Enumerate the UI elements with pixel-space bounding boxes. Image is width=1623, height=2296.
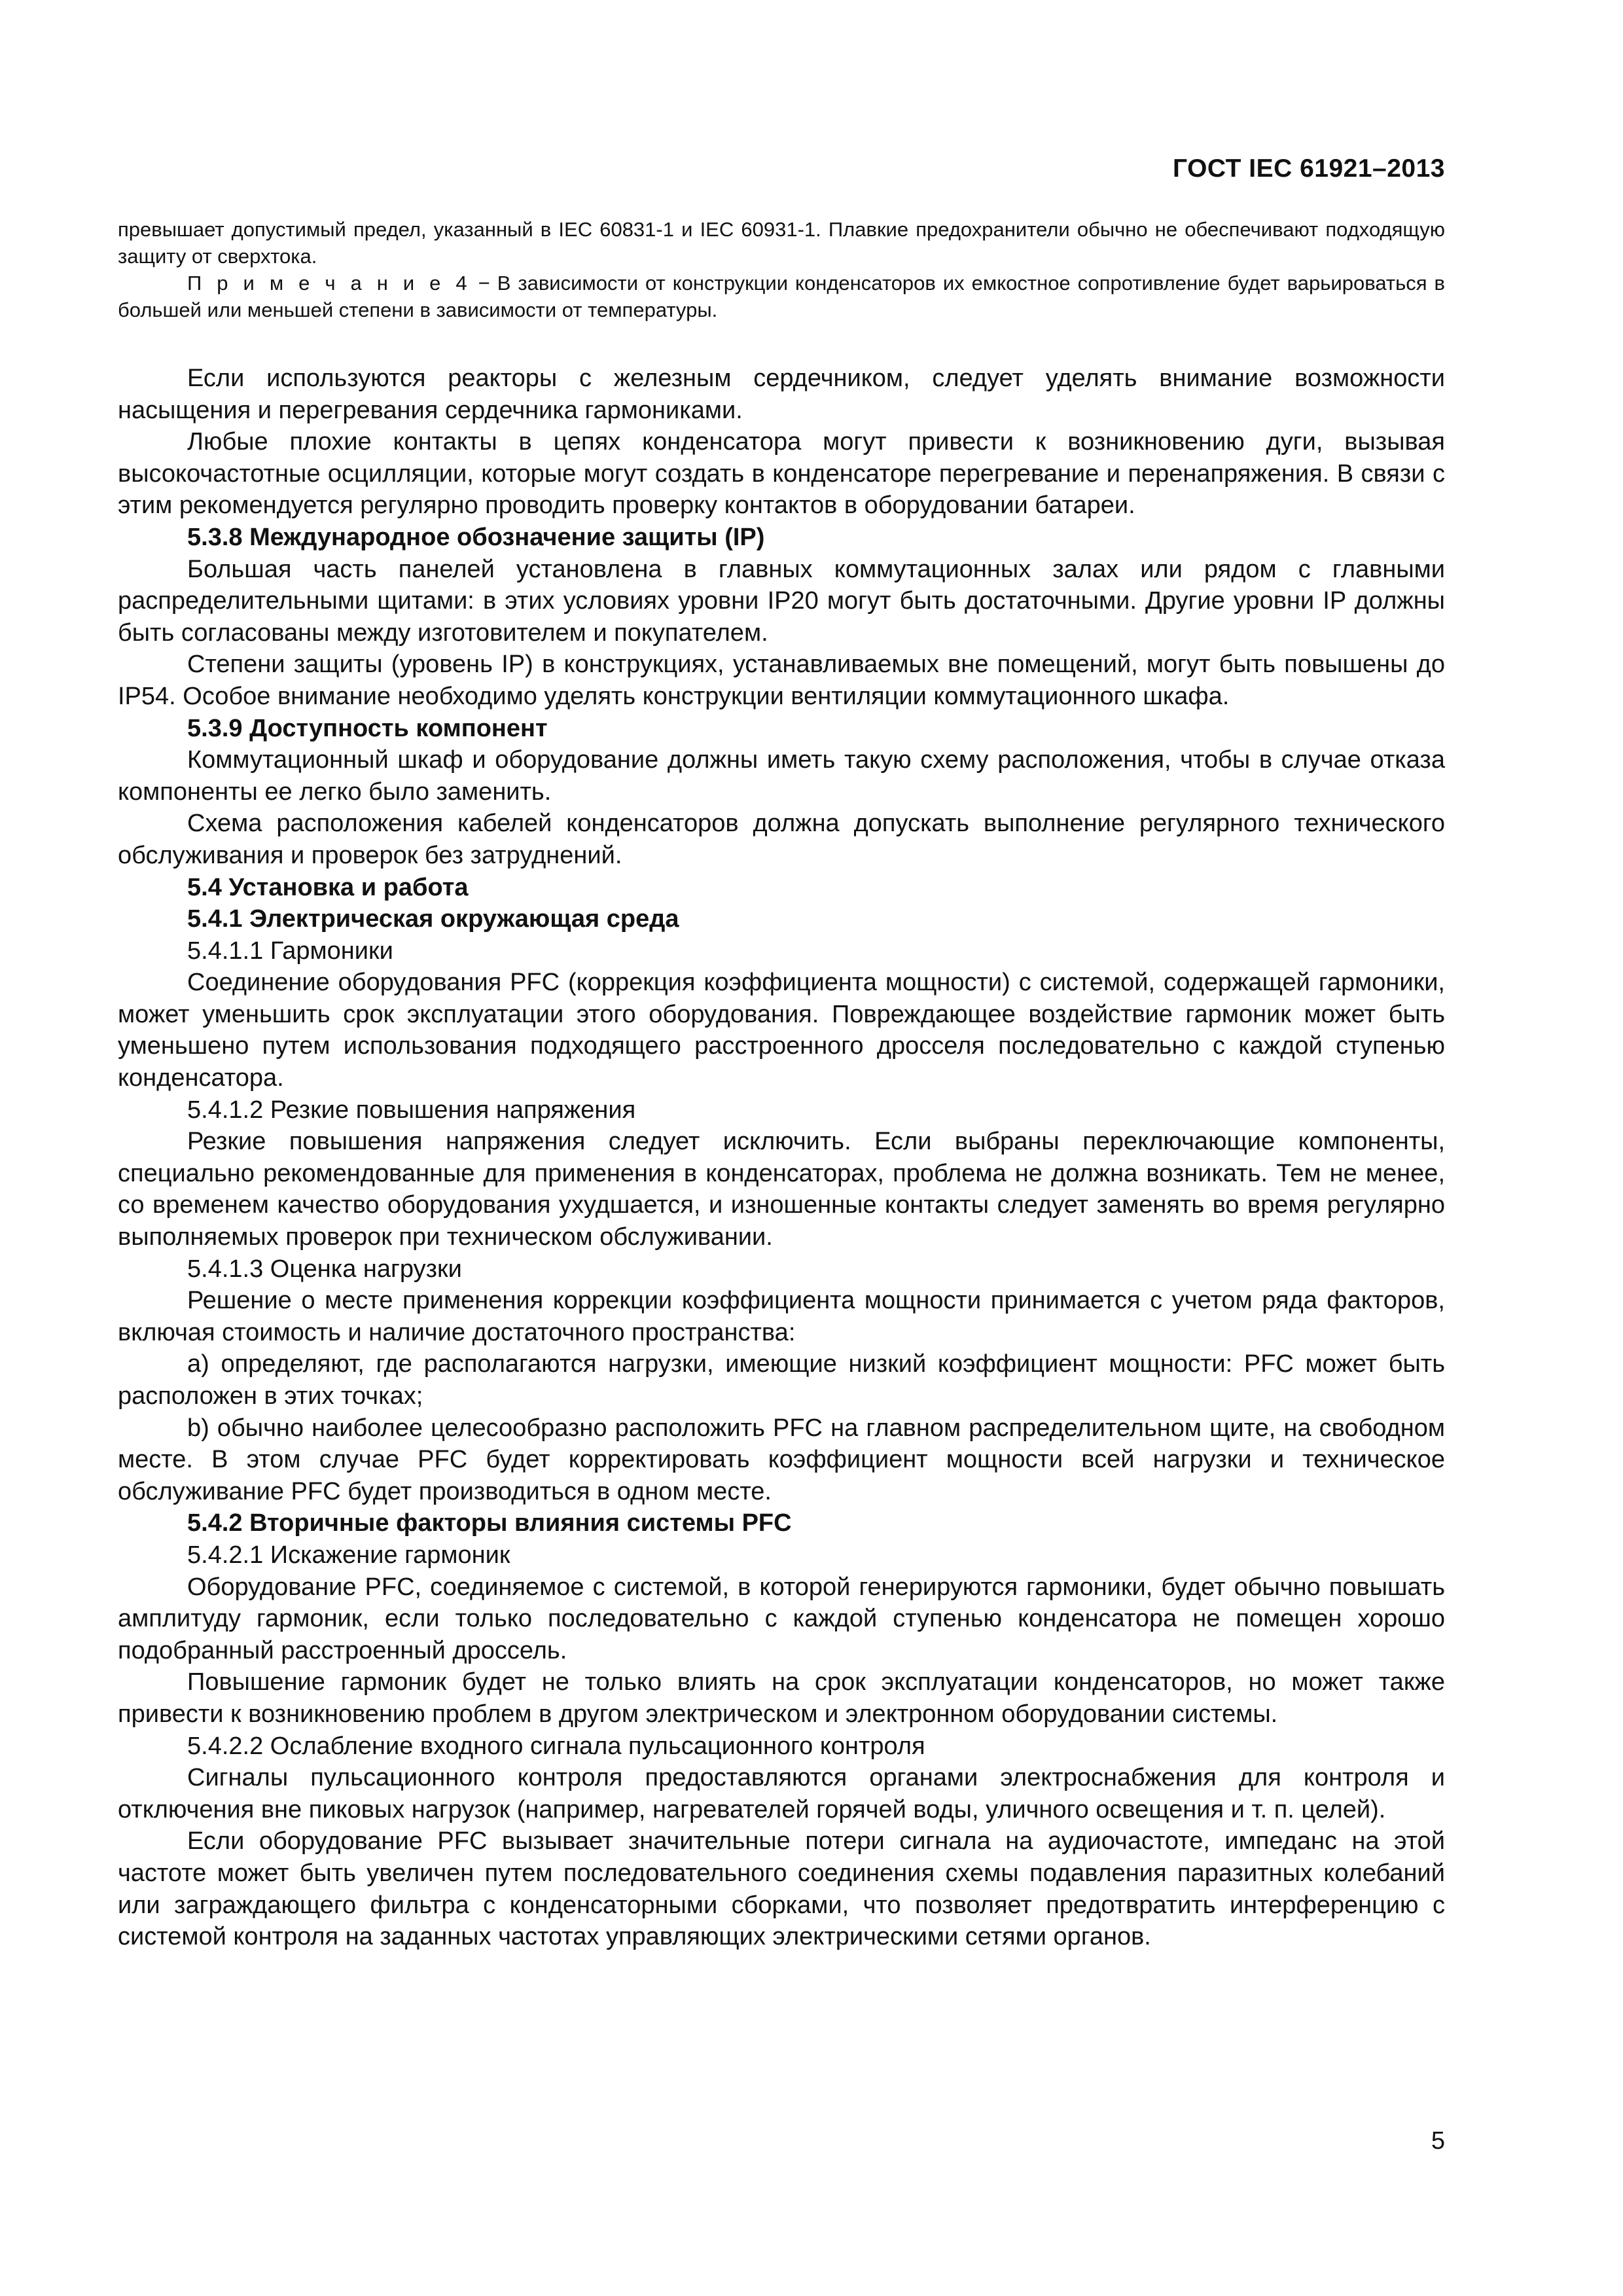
continuation-paragraph: превышает допустимый предел, указанный в IEC 60831-1 и IEC 60931-1. Плавкие предохранители обычно не обеспечивают подходящую защиту от сверхтока.	[118, 218, 1445, 268]
section-heading: 5.4.2 Вторичные факторы влияния системы PFC	[187, 1509, 792, 1537]
body-paragraph: Большая часть панелей установлена в главных коммутационных залах или рядом с главными распределительными щитами: в этих условиях уровни IP20 могут быть достаточными. Другие уровни IP должны быть согласованы между изготовителем и покупателем.	[118, 555, 1445, 647]
document-body	[118, 363, 1445, 1953]
subsection-heading: 5.4.1.2 Резкие повышения напряжения	[187, 1096, 636, 1124]
note-paragraph	[118, 270, 1445, 323]
note-label: П р и м е ч а н и е 4	[187, 272, 471, 295]
body-paragraph: Сигналы пульсационного контроля предоставляются органами электроснабжения для контроля и отключения вне пиковых нагрузок (например, нагревателей горячей воды, уличного освещения и т. п. целей).	[118, 1764, 1445, 1823]
body-paragraph: b) обычно наиболее целесообразно расположить PFC на главном распределительном щите, на свободном месте. В этом случае PFC будет корректировать коэффициент мощности всей нагрузки и техническое обслуживание PFC будет производиться в одном месте.	[118, 1414, 1445, 1505]
body-paragraph: Оборудование PFC, соединяемое с системой, в которой генерируются гармоники, будет обычно повышать амплитуду гармоник, если только последовательно с каждой ступенью конденсатора не помещен хорошо подобранный расстроенный дроссель.	[118, 1573, 1445, 1664]
body-paragraph: Любые плохие контакты в цепях конденсатора могут привести к возникновению дуги, вызывая высокочастотные осцилляции, которые могут создать в конденсаторе перегревание и перенапряжения. В связи с этим рекомендуется регулярно проводить проверку контактов в оборудовании батареи.	[118, 428, 1445, 520]
section-heading: 5.3.8 Международное обозначение защиты (IP)	[187, 523, 765, 551]
body-paragraph: Если используются реакторы с железным сердечником, следует уделять внимание возможности насыщения и перегревания сердечника гармониками.	[118, 365, 1445, 424]
page-number: 5	[1431, 2127, 1445, 2155]
subsection-heading: 5.4.2.2 Ослабление входного сигнала пульсационного контроля	[187, 1732, 925, 1760]
note-text: − В зависимости от конструкции конденсаторов их емкостное сопротивление будет варьироваться в большей или меньшей степени в зависимости от температуры.	[118, 272, 1445, 321]
subsection-heading: 5.4.1.3 Оценка нагрузки	[187, 1255, 462, 1283]
document-header: ГОСТ IEC 61921–2013	[1172, 154, 1445, 183]
body-paragraph: Коммутационный шкаф и оборудование должны иметь такую схему расположения, чтобы в случае отказа компоненты ее легко было заменить.	[118, 746, 1445, 806]
section-heading: 5.4 Установка и работа	[187, 873, 469, 901]
body-paragraph: Повышение гармоник будет не только влиять на срок эксплуатации конденсаторов, но может также привести к возникновению проблем в другом электрическом и электронном оборудовании системы.	[118, 1668, 1445, 1728]
body-paragraph: Если оборудование PFC вызывает значительные потери сигнала на аудиочастоте, импеданс на этой частоте может быть увеличен путем последовательного соединения схемы подавления паразитных колебаний или заграждающего фильтра с конденсаторными сборками, что позволяет предотвратить интерференцию с системой контроля на заданных частотах управляющих электрическими сетями органов.	[118, 1827, 1445, 1951]
subsection-heading: 5.4.2.1 Искажение гармоник	[187, 1541, 510, 1569]
intro-block	[118, 216, 1445, 323]
section-heading: 5.3.9 Доступность компонент	[187, 714, 548, 742]
body-paragraph: Соединение оборудования PFC (коррекция коэффициента мощности) с системой, содержащей гармоники, может уменьшить срок эксплуатации этого оборудования. Повреждающее воздействие гармоник может быть уменьшено путем использования подходящего расстроенного дросселя последовательно с каждой ступенью конденсатора.	[118, 969, 1445, 1092]
body-paragraph: Резкие повышения напряжения следует исключить. Если выбраны переключающие компоненты, специально рекомендованные для применения в конденсаторах, проблема не должна возникать. Тем не менее, со временем качество оборудования ухудшается, и изношенные контакты следует заменять во время регулярно выполняемых проверок при техническом обслуживании.	[118, 1128, 1445, 1251]
body-paragraph: a) определяют, где располагаются нагрузки, имеющие низкий коэффициент мощности: PFC может быть расположен в этих точках;	[118, 1350, 1445, 1410]
body-paragraph: Степени защиты (уровень IP) в конструкциях, устанавливаемых вне помещений, могут быть повышены до IP54. Особое внимание необходимо уделять конструкции вентиляции коммутационного шкафа.	[118, 651, 1445, 710]
section-heading: 5.4.1 Электрическая окружающая среда	[187, 905, 679, 933]
body-paragraph: Решение о месте применения коррекции коэффициента мощности принимается с учетом ряда факторов, включая стоимость и наличие достаточного пространства:	[118, 1287, 1445, 1346]
subsection-heading: 5.4.1.1 Гармоники	[187, 937, 393, 965]
body-paragraph: Схема расположения кабелей конденсаторов должна допускать выполнение регулярного технического обслуживания и проверок без затруднений.	[118, 810, 1445, 869]
